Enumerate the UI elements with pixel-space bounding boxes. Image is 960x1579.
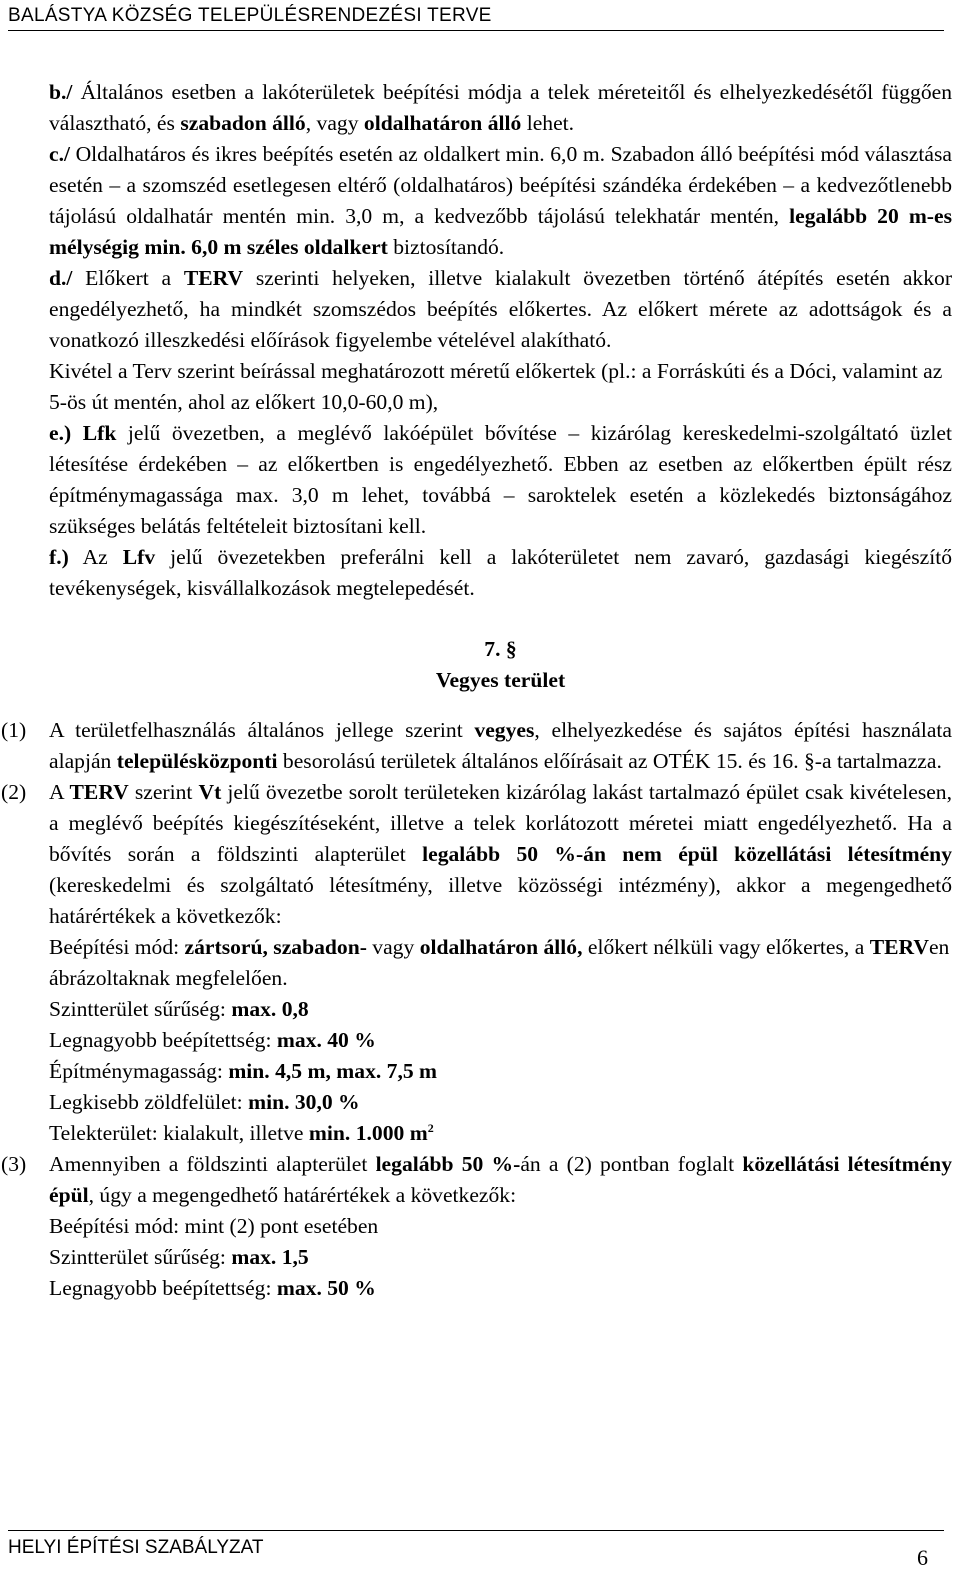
paragraph-d-text-1: Előkert a xyxy=(72,266,184,290)
spacer xyxy=(49,604,952,634)
clause-3-bold-1: legalább 50 %- xyxy=(375,1152,521,1176)
paragraph-d-exception: Kivétel a Terv szerint beírással meghatározott méretű előkertek (pl.: a Forráskúti és a Dóci, valamint az 5-ös út mentén, ahol az előkert 10,0-60,0 m), xyxy=(49,359,943,414)
coverage-label: Legnagyobb beépítettség: xyxy=(49,1276,277,1300)
paragraph-f-bold-1: Lfv xyxy=(122,545,156,569)
density-label: Szintterület sűrűség: xyxy=(49,1245,232,1269)
clause-2-text-2: szerint xyxy=(128,780,199,804)
paragraph-f-text-2: jelű övezetekben preferálni kell a lakóterületet nem zavaró, gazdasági kiegészítő tevékenységek, kisvállalkozások megtelepedését. xyxy=(49,545,952,600)
plot-value: min. 1.000 m xyxy=(308,1121,428,1145)
clause-3-coverage xyxy=(49,1273,952,1304)
clause-2-height xyxy=(49,1056,952,1087)
item-label-e: e.) xyxy=(49,421,72,445)
item-label-d: d./ xyxy=(49,266,73,290)
density-value: max. 0,8 xyxy=(231,997,309,1021)
clause-number: (2) xyxy=(1,780,27,804)
paragraph-c-text-1: Oldalhatáros és ikres beépítés esetén az oldalkert min. 6,0 m. Szabadon álló beépítési mód választása esetén – a szomszéd esetlegesen eltérő (oldalhatáros) beépítési szándéka érdekében – a kedvezőtlenebb tájolású oldalhatár mentén min. 3,0 m, a kedvezőbb tájolású telekhatár mentén, xyxy=(49,142,952,228)
paragraph-c-text-2: biztosítandó. xyxy=(387,235,505,259)
clause-2-building-mode xyxy=(49,932,952,994)
paragraph-c-bold-1: legalább 20 m-es mélységig min. 6,0 m széles oldalkert xyxy=(49,204,952,259)
clause-3-bold-2: közellátási létesítmény épül xyxy=(49,1152,952,1207)
clause-3 xyxy=(1,1149,952,1211)
paragraph-d-bold-1: TERV xyxy=(183,266,244,290)
paragraph-e-bold-1: Lfk xyxy=(71,421,117,445)
paragraph-e xyxy=(49,418,952,542)
mode-bold-1: zártsorú xyxy=(184,935,263,959)
density-label: Szintterület sűrűség: xyxy=(49,997,232,1021)
density-value: max. 1,5 xyxy=(231,1245,309,1269)
clause-2 xyxy=(1,777,952,932)
clause-3-building-mode: Beépítési mód: mint (2) pont esetében xyxy=(49,1214,379,1238)
clause-2-bold-2: Vt xyxy=(198,780,222,804)
clause-3-text-1: Amennyiben a földszinti alapterület xyxy=(49,1152,376,1176)
paragraph-d xyxy=(49,263,952,356)
clause-2-text-3: jelű övezetbe sorolt területeken kizárólag lakást tartalmazó épület csak kivételesen, a meglévő beépítés kiegészítéseként, illetve a telek korlátozott méretei miatt engedélyezhető. Ha a bővítés során a földszinti alapterület xyxy=(49,780,952,866)
clause-2-bold-1: TERV xyxy=(69,780,129,804)
section-number: 7. § xyxy=(484,637,517,661)
paragraph-b-bold-2: oldalhatáron álló xyxy=(363,111,522,135)
clause-1-bold-2: településközponti xyxy=(116,749,278,773)
mode-text-3: en ábrázoltaknak megfelelően. xyxy=(49,935,950,990)
clause-3-text-2: án a (2) pontban foglalt xyxy=(520,1152,743,1176)
clause-number: (3) xyxy=(1,1152,27,1176)
section-title: Vegyes terület xyxy=(435,668,566,692)
clause-1 xyxy=(1,715,952,777)
footer-title: HELYI ÉPÍTÉSI SZABÁLYZAT xyxy=(8,1537,264,1558)
coverage-label: Legnagyobb beépítettség: xyxy=(49,1028,277,1052)
paragraph-b-text-2: , vagy xyxy=(305,111,364,135)
mode-label: Beépítési mód: xyxy=(49,935,185,959)
clause-1-text-2: , elhelyezkedése és sajátos építési használata alapján xyxy=(49,718,952,773)
item-label-f: f.) xyxy=(49,545,69,569)
plot-unit-superscript: 2 xyxy=(427,1120,434,1135)
paragraph-b-bold-1: szabadon álló xyxy=(180,111,306,135)
clause-3-text-3: , úgy a megengedhető határértékek a következők: xyxy=(88,1183,517,1207)
height-label: Építménymagasság: xyxy=(49,1059,229,1083)
clause-3-density xyxy=(49,1242,952,1273)
mode-bold-3: oldalhatáron álló, xyxy=(419,935,583,959)
mode-text-1: vagy xyxy=(366,935,420,959)
mode-text-2: előkert nélküli vagy előkertes, a xyxy=(582,935,870,959)
spacer xyxy=(49,696,952,715)
item-label-c: c./ xyxy=(49,142,70,166)
mode-bold-2: szabadon- xyxy=(273,935,367,959)
paragraph-f-text-1: Az xyxy=(68,545,123,569)
clause-1-text-3: besorolású területek általános előírásait az OTÉK 15. és 16. §-a tartalmazza. xyxy=(277,749,942,773)
clause-1-text-1: A területfelhasználás általános jellege szerint xyxy=(49,718,475,742)
mode-bold-4: TERV xyxy=(869,935,929,959)
paragraph-d-text-2: szerinti helyeken, illetve kialakult övezetben történő átépítés esetén akkor engedélyezhető, ha mindkét szomszédos beépítés előkertes. Az előkert mérete az adottságok és a vonatkozó illeszkedési előírások figyelembe vételével alakítható. xyxy=(49,266,953,352)
clause-1-bold-1: vegyes xyxy=(474,718,535,742)
paragraph-b-text-1: Általános esetben a lakóterületek beépítési módja a telek méreteitől és elhelyezkedésétől függően választható, és xyxy=(49,80,952,135)
height-value: min. 4,5 m, max. 7,5 m xyxy=(228,1059,438,1083)
coverage-value: max. 40 % xyxy=(276,1028,376,1052)
paragraph-f xyxy=(49,542,952,604)
clause-number: (1) xyxy=(1,718,27,742)
paragraph-b-text-3: lehet. xyxy=(521,111,575,135)
paragraph-e-text-1: jelű övezetben, a meglévő lakóépület bővítése – kizárólag kereskedelmi-szolgáltató üzlet létesítése érdekében – az előkertben is engedélyezhető. Ebben az esetben az előkertben épült rész építménymagassága max. 3,0 m lehet, továbbá – saroktelek esetén a közlekedés biztonságához szükséges belátás feltételeit biztosítani kell. xyxy=(49,421,952,538)
header-title: BALÁSTYA KÖZSÉG TELEPÜLÉSRENDEZÉSI TERVE xyxy=(8,5,492,26)
mode-separator: , xyxy=(262,935,274,959)
paragraph-c xyxy=(49,139,952,263)
clause-2-plot-area xyxy=(49,1118,952,1149)
page-footer xyxy=(8,1530,944,1570)
clause-2-density xyxy=(49,994,952,1025)
clause-2-green-area xyxy=(49,1087,952,1118)
page-header xyxy=(8,0,944,31)
clause-2-text-1: A xyxy=(49,780,70,804)
plot-label: Telekterület: kialakult, illetve xyxy=(49,1121,309,1145)
clause-2-coverage xyxy=(49,1025,952,1056)
item-label-b: b./ xyxy=(49,80,73,104)
document-body xyxy=(1,77,953,1304)
clause-2-text-4: (kereskedelmi és szolgáltató létesítmény, illetve közösségi intézmény), akkor a megengedhető határértékek a következők: xyxy=(49,873,952,928)
green-label: Legkisebb zöldfelület: xyxy=(49,1090,249,1114)
page-number: 6 xyxy=(917,1545,928,1570)
coverage-value: max. 50 % xyxy=(276,1276,376,1300)
clause-2-bold-3: legalább 50 %-án nem épül közellátási létesítmény xyxy=(422,842,952,866)
green-value: min. 30,0 % xyxy=(248,1090,360,1114)
paragraph-b xyxy=(49,77,952,139)
